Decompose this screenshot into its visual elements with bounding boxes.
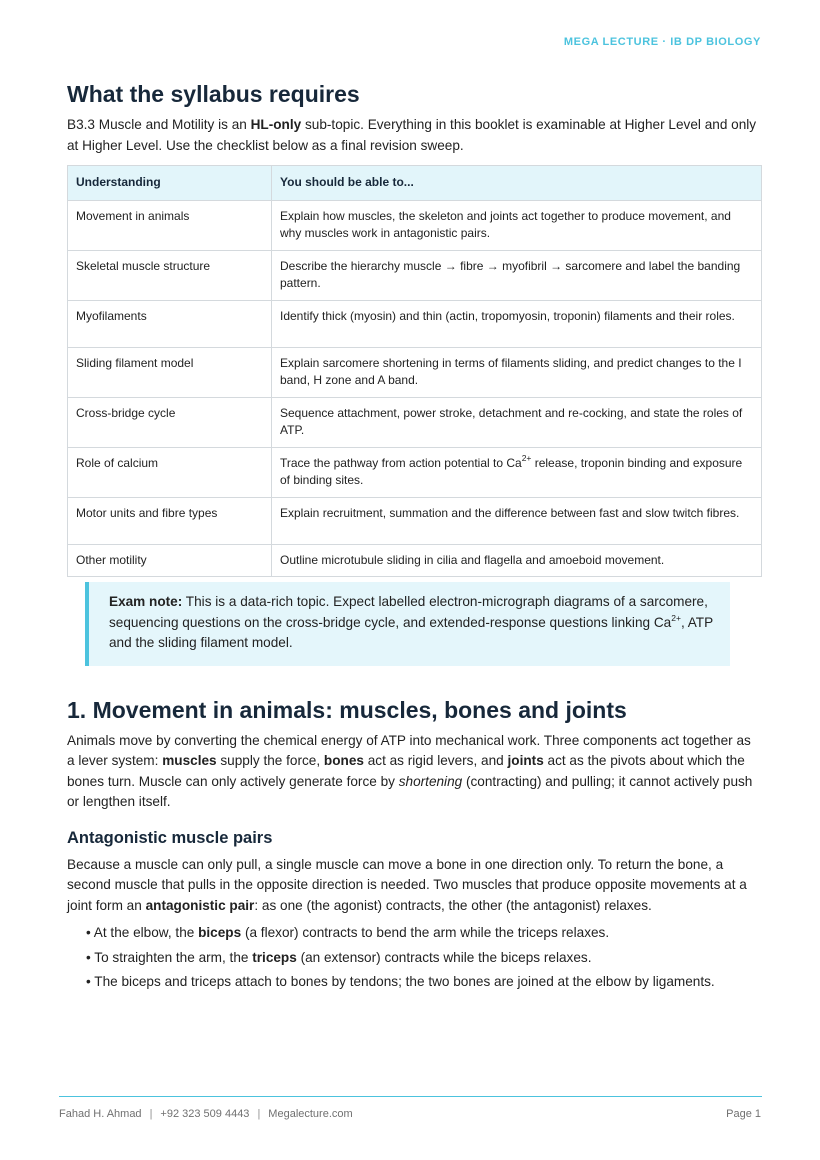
footer-author: Fahad H. Ahmad [59,1108,142,1120]
section-1-title: 1. Movement in animals: muscles, bones and joints [67,696,627,723]
term-joints: joints [507,753,544,768]
footer-contact [59,1108,353,1120]
exam-note-text-2: , ATP and the sliding filament model. [109,614,713,650]
row-topic: Movement in animals [68,200,272,250]
table-row [68,347,762,397]
table-row [68,397,762,447]
term-antagonistic-pair: antagonistic pair [145,897,255,913]
term-muscles: muscles [162,753,217,768]
header-you-should: You should be able to... [272,166,762,201]
table-row [68,544,762,577]
term-triceps: triceps [252,949,297,965]
subheading-antagonistic-pairs: Antagonistic muscle pairs [67,828,273,847]
calcium-charge: 2+ [671,612,681,623]
exam-note-callout [85,582,730,666]
text: act as rigid levers, and [363,753,508,768]
table-row [68,200,762,250]
exam-note-text-1: This is a data-rich topic. Expect labelled electron-micrograph diagrams of a sarcomere, sequencing questions on the cross-bridge cycle, and extended-response questions linking Ca [109,594,708,630]
antagonistic-paragraph [67,855,762,917]
text: Animals move by converting the chemical energy of ATP into mechanical work. Three components act together as a lever system: [67,732,751,768]
syllabus-title: What the syllabus requires [67,81,360,107]
header-understanding: Understanding [68,166,272,201]
table-row [68,497,762,544]
row-topic: Myofilaments [68,300,272,347]
header-brand: MEGA LECTURE · IB DP BIOLOGY [563,36,761,48]
list-item: • To straighten the arm, the triceps (an extensor) contracts while the biceps relaxes. [86,949,592,965]
list-item: • The biceps and triceps attach to bones by tendons; the two bones are joined at the elbow by ligaments. [86,974,715,989]
intro-hl-only: HL-only [250,117,302,132]
text: The biceps and triceps attach to bones by tendons; the two bones are joined at the elbow by ligaments. [94,974,715,989]
row-topic: Role of calcium [68,447,272,497]
skill-text-before: Trace the pathway from action potential to Ca [280,455,522,470]
term-biceps: biceps [198,925,242,940]
row-skill: Describe the hierarchy muscle → fibre → myofibril → sarcomere and label the banding pattern. [272,250,762,300]
text: act as the pivots about which the bones turn. Muscle can only actively generate force by [67,753,745,789]
table-row [68,250,762,300]
row-skill: Identify thick (myosin) and thin (actin, tropomyosin, troponin) filaments and their roles. [272,300,762,347]
footer-phone: +92 323 509 4443 [160,1108,250,1120]
table-header-row [68,166,762,201]
intro-text-1: B3.3 Muscle and Motility is an [67,117,251,132]
table-row [68,300,762,347]
syllabus-checklist-table [67,165,762,577]
text: Because a muscle can only pull, a single muscle can move a bone in one direction only. To return the bone, a second muscle that pulls in the opposite direction is needed. Two muscles that produce opposite movements at a joint form an [67,856,747,913]
term-shortening: shortening [398,773,463,789]
row-topic: Other motility [68,544,272,577]
separator: | [149,1108,153,1120]
text: (an extensor) contracts while the biceps relaxes. [296,949,592,965]
calcium-charge: 2+ [521,452,532,463]
text: supply the force, [216,753,324,768]
intro-text-2: sub-topic. Everything in this booklet is examinable at Higher Level and only at Higher Level. Use the checklist below as a final revision sweep. [67,117,757,153]
term-bones: bones [323,753,364,768]
row-skill: Explain sarcomere shortening in terms of filaments sliding, and predict changes to the I band, H zone and A band. [272,347,762,397]
separator: | [257,1108,261,1120]
text: At the elbow, the [93,925,199,940]
exam-note-label: Exam note: [109,594,183,609]
row-topic: Skeletal muscle structure [68,250,272,300]
row-skill: Explain recruitment, summation and the difference between fast and slow twitch fibres. [272,497,762,544]
text: To straighten the arm, the [94,949,253,965]
text: (a flexor) contracts to bend the arm while the triceps relaxes. [241,925,610,940]
text: (contracting) and pulling; it cannot actively push or lengthen itself. [67,773,753,809]
section-1-paragraph [67,731,762,813]
footer-page-number: Page 1 [726,1108,761,1120]
row-topic: Cross-bridge cycle [68,397,272,447]
text: : as one (the agonist) contracts, the other (the antagonist) relaxes. [254,897,652,913]
skill-text-after: release, troponin binding and exposure of binding sites. [280,455,743,487]
table-row [68,447,762,497]
row-skill: Explain how muscles, the skeleton and joints act together to produce movement, and why muscles work in antagonistic pairs. [272,200,762,250]
row-topic: Motor units and fibre types [68,497,272,544]
row-skill: Sequence attachment, power stroke, detachment and re-cocking, and state the roles of ATP. [272,397,762,447]
row-skill: Outline microtubule sliding in cilia and flagella and amoeboid movement. [272,544,762,577]
list-item: • At the elbow, the biceps (a flexor) contracts to bend the arm while the triceps relaxes. [86,925,610,940]
syllabus-intro [67,115,762,156]
content [67,78,762,997]
row-skill [272,447,762,497]
footer-rule [59,1096,762,1097]
row-topic: Sliding filament model [68,347,272,397]
footer-site: Megalecture.com [268,1108,353,1120]
bullet-list [86,923,762,993]
